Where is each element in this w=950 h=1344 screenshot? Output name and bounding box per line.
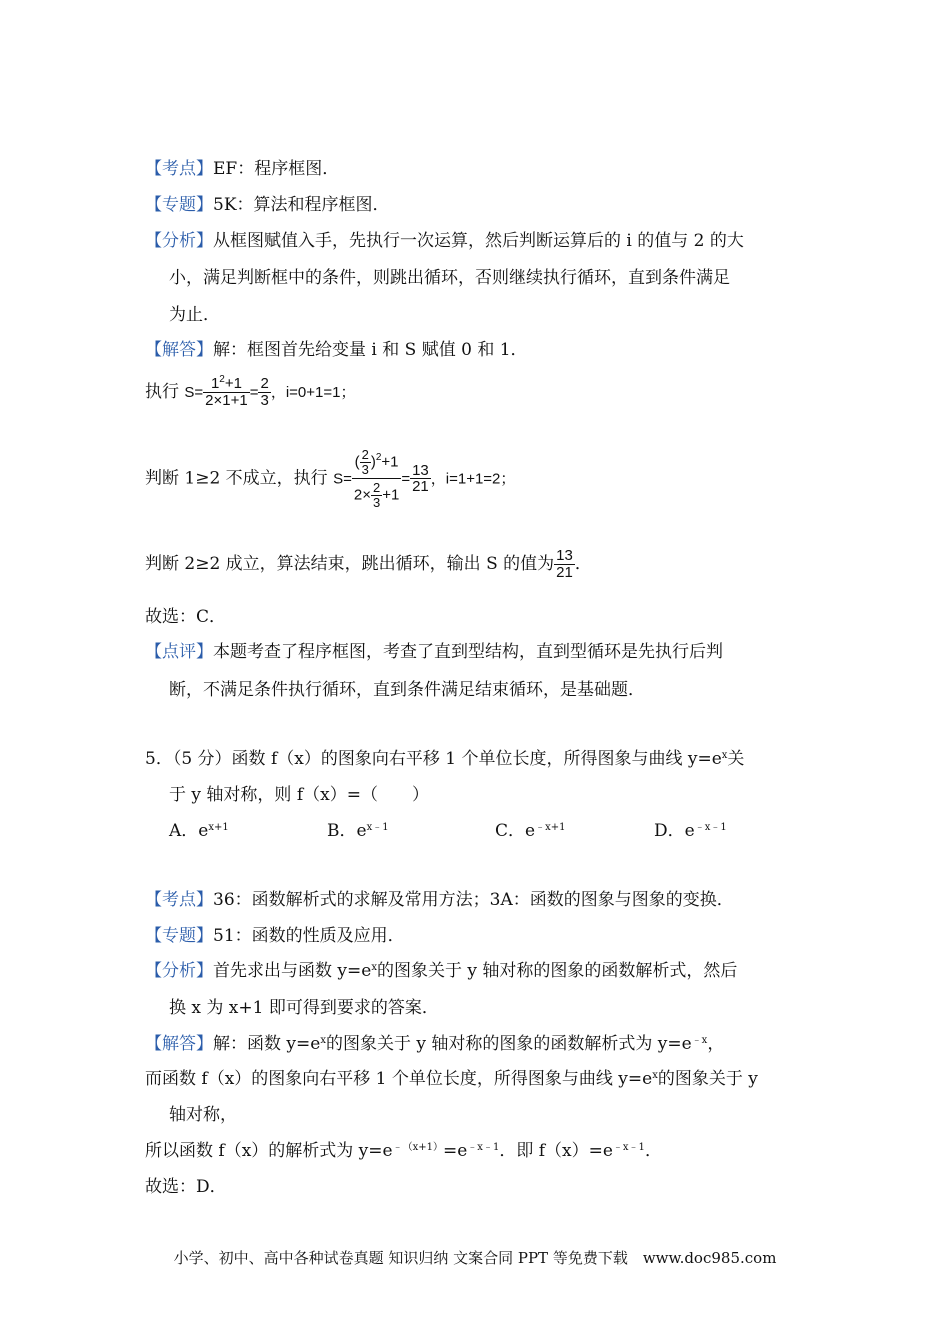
exec2-result-num: 13 <box>412 461 429 479</box>
option-d-exp: ﹣x﹣1 <box>694 822 727 833</box>
exec1-result-den: 3 <box>260 391 269 409</box>
exec2-den-a: 2× <box>353 486 371 504</box>
q4-jieda-text: 解：框图首先给变量 i 和 S 赋值 0 和 1． <box>213 340 528 360</box>
exec1-s: S= <box>184 383 204 401</box>
q5-line-4-exp2: ﹣x﹣1 <box>467 1142 500 1153</box>
kaodian-tag: 【考点】 <box>145 890 213 910</box>
end-num: 13 <box>556 547 573 564</box>
q5-fenxi-1a: 首先求出与函数 y=e <box>213 961 372 981</box>
q5-zhuanti-line <box>145 928 405 945</box>
q4-jieda-line <box>145 342 528 359</box>
q5-zhuanti-text: 51：函数的性质及应用． <box>213 926 405 946</box>
q5-line-2a: 而函数 f（x）的图象向右平移 1 个单位长度，所得图象与曲线 y=e <box>145 1069 653 1089</box>
exec2-prefix: 判断 1≥2 不成立，执行 <box>145 468 328 489</box>
exec2-num-inner-d: 3 <box>361 461 369 477</box>
q5-stem-1-exp: x <box>721 750 728 761</box>
q5-line-4d: ． <box>644 1141 662 1161</box>
exec2-result-den: 21 <box>412 478 429 496</box>
q4-fenxi-text-1: 从框图赋值入手，先执行一次运算，然后判断运算后的 i 的值与 2 的大 <box>213 231 744 251</box>
exec2-den-inner-d: 3 <box>372 494 381 510</box>
exec2-num-inner-n: 2 <box>361 447 369 462</box>
fenxi-tag: 【分析】 <box>145 961 213 981</box>
q4-answer: 故选：C． <box>145 607 227 627</box>
q4-zhuanti-line <box>145 197 390 214</box>
option-d <box>654 823 727 840</box>
exec2-den-inner-n: 2 <box>372 480 381 496</box>
option-a-exp: x+1 <box>208 822 229 833</box>
q5-kaodian-text: 36：函数解析式的求解及常用方法；3A：函数的图象与图象的变换． <box>213 890 734 910</box>
q5-line-4-exp3: ﹣x﹣1 <box>612 1142 645 1153</box>
exec2-den-tail: +1 <box>382 486 400 504</box>
q5-fenxi-line-1 <box>145 963 737 980</box>
end-fraction <box>554 548 575 581</box>
exec2-s: S= <box>333 470 352 488</box>
q5-kaodian-line <box>145 892 734 909</box>
end-tail: ． <box>574 553 592 574</box>
exec1-num: 1 <box>210 375 220 392</box>
q4-end-line <box>145 548 592 581</box>
exec2-num-inner <box>360 448 371 476</box>
q5-jieda-1a: 解：函数 y=e <box>213 1034 321 1054</box>
exec1-num-exp: 2 <box>219 374 225 385</box>
dianping-tag: 【点评】 <box>145 642 213 662</box>
exec1-result-num: 2 <box>260 375 269 392</box>
jieda-tag: 【解答】 <box>145 340 213 360</box>
q4-fenxi-line-2: 小，满足判断框中的条件，则跳出循环，否则继续执行循环，直到条件满足 <box>169 268 730 288</box>
exec1-prefix: 执行 <box>145 381 179 402</box>
option-c-exp: ﹣x+1 <box>535 822 566 833</box>
exec1-num-tail: +1 <box>224 375 242 392</box>
exec2-num-close: ) <box>370 453 376 471</box>
q5-jieda-1-exp: x <box>320 1035 326 1046</box>
exec2-i: ，i=1+1=2； <box>430 470 516 488</box>
option-b-exp: x﹣1 <box>366 822 389 833</box>
option-c-label: C．e <box>495 821 536 841</box>
q5-line-4c: ．即 f（x）=e <box>499 1141 613 1161</box>
q4-exec1-line <box>145 376 355 409</box>
q4-dianping-text-1: 本题考查了程序框图，考查了直到型结构，直到型循环是先执行后判 <box>213 642 723 662</box>
q4-dianping-line-1 <box>145 644 723 661</box>
exec2-num-tail: +1 <box>381 453 399 471</box>
q5-fenxi-line-2: 换 x 为 x+1 即可得到要求的答案． <box>169 998 439 1018</box>
q5-line-3: 轴对称， <box>169 1105 237 1125</box>
q4-fenxi-line-3: 为止． <box>169 305 220 325</box>
kaodian-tag: 【考点】 <box>145 159 213 179</box>
q4-exec2-line <box>145 448 515 510</box>
option-a-label: A．e <box>169 821 209 841</box>
q5-stem-line-1 <box>145 751 744 768</box>
exec2-num-exp: 2 <box>375 452 382 464</box>
q4-kaodian-text: EF：程序框图． <box>213 159 340 179</box>
q5-answer: 故选：D． <box>145 1177 227 1197</box>
zhuanti-tag: 【专题】 <box>145 926 213 946</box>
q5-line-4 <box>145 1143 662 1160</box>
q5-fenxi-1b: 的图象关于 y 轴对称的图象的函数解析式，然后 <box>376 961 738 981</box>
exec1-den: 2×1+1 <box>205 391 248 409</box>
q5-jieda-1b: 的图象关于 y 轴对称的图象的函数解析式为 y=e <box>325 1034 692 1054</box>
q4-zhuanti-text: 5K：算法和程序框图． <box>213 195 390 215</box>
exec2-eq: = <box>401 470 411 488</box>
jieda-tag: 【解答】 <box>145 1034 213 1054</box>
zhuanti-tag: 【专题】 <box>145 195 213 215</box>
q5-stem-line-2: 于 y 轴对称，则 f（x）=（ ） <box>169 785 429 805</box>
q5-line-4b: =e <box>443 1141 468 1161</box>
exec2-den-inner <box>371 481 382 509</box>
q5-fenxi-1-exp: x <box>371 962 377 973</box>
exec1-eq: = <box>249 383 259 401</box>
option-a <box>169 823 229 840</box>
q5-line-2b: 的图象关于 y <box>657 1069 758 1089</box>
page-footer: 小学、初中、高中各种试卷真题 知识归纳 文案合同 PPT 等免费下载 www.doc985.com <box>173 1249 777 1267</box>
q5-line-4-exp1: ﹣（x+1） <box>392 1142 443 1153</box>
q4-fenxi-line-1 <box>145 233 744 250</box>
q5-line-4a: 所以函数 f（x）的解析式为 y=e <box>145 1141 393 1161</box>
q5-jieda-1-exp2: ﹣x <box>691 1035 708 1046</box>
option-c <box>495 823 565 840</box>
exec1-i: ，i=0+1=1； <box>270 383 356 401</box>
q5-line-2-exp: x <box>652 1070 658 1081</box>
end-den: 21 <box>556 563 573 581</box>
option-d-label: D．e <box>654 821 695 841</box>
exec2-num-open: ( <box>354 453 360 471</box>
q5-line-2 <box>145 1071 758 1088</box>
option-b-label: B．e <box>327 821 367 841</box>
q5-stem-1: 5．（5 分）函数 f（x）的图象向右平移 1 个单位长度，所得图象与曲线 y=e <box>145 749 722 769</box>
exec2-fraction <box>352 448 401 510</box>
option-b <box>327 823 389 840</box>
q5-jieda-1c: ， <box>707 1034 725 1054</box>
q5-jieda-line <box>145 1036 724 1053</box>
exec1-fraction <box>203 376 250 409</box>
fenxi-tag: 【分析】 <box>145 231 213 251</box>
q5-stem-1-tail: 关 <box>727 749 745 769</box>
q4-dianping-line-2: 断，不满足条件执行循环，直到条件满足结束循环，是基础题． <box>169 680 645 700</box>
exec1-result <box>258 376 270 409</box>
q4-kaodian-line <box>145 161 339 178</box>
end-prefix: 判断 2≥2 成立，算法结束，跳出循环，输出 S 的值为 <box>145 553 555 574</box>
exec2-result <box>410 463 431 496</box>
